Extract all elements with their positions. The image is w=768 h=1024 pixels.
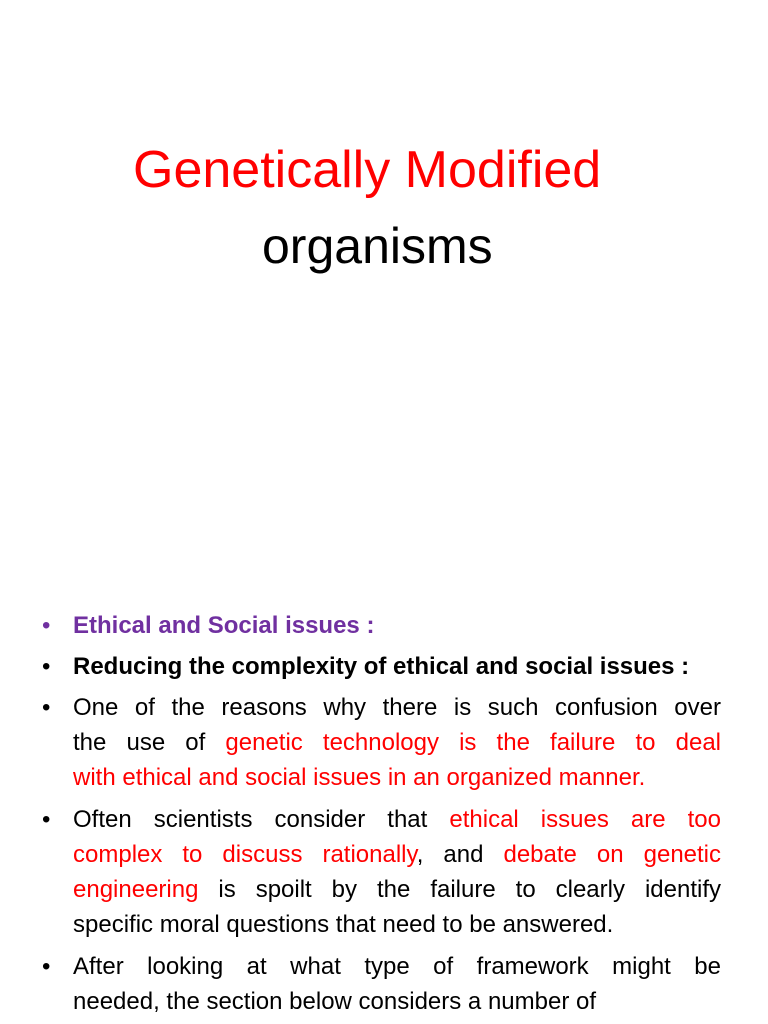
bullet-heading: Ethical and Social issues : (73, 612, 375, 639)
text-line (73, 690, 721, 725)
text-line (73, 837, 721, 872)
bullet-subheading: Reducing the complexity of ethical and social issues : (73, 653, 690, 680)
text-run: After looking at what type of framework might be (73, 953, 721, 980)
text-line (73, 725, 721, 760)
highlight-run: with ethical and social issues in an organized manner. (73, 764, 646, 791)
bullet-paragraph (73, 690, 721, 795)
text-run: specific moral questions that need to be answered. (73, 911, 614, 938)
highlight-run: engineering (73, 876, 199, 903)
title-line-organisms: organisms (262, 218, 493, 274)
highlight-run: ethical issues are too (449, 806, 721, 833)
bullet-icon: • (42, 953, 51, 980)
text-run: is spoilt by the failure to clearly identify (198, 876, 721, 903)
text-line (73, 802, 721, 837)
text-run: the use of (73, 729, 226, 756)
title-line-genetically-modified: Genetically Modified (133, 141, 602, 199)
bullet-icon: • (42, 806, 51, 833)
text-line (73, 760, 721, 795)
highlight-run: complex to discuss rationally (73, 841, 417, 868)
text-run: One of the reasons why there is such confusion over (73, 694, 721, 721)
text-line (73, 872, 721, 907)
text-line (73, 907, 721, 942)
text-run: needed, the section below considers a number of (73, 988, 596, 1015)
text-run: Often scientists consider that (73, 806, 450, 833)
highlight-run: debate on genetic (503, 841, 722, 868)
highlight-run: genetic technology is the failure to deal (225, 729, 721, 756)
text-line (73, 949, 721, 984)
bullet-icon: • (42, 694, 51, 721)
bullet-icon: • (42, 612, 51, 639)
text-line (73, 984, 721, 1019)
text-run: , and (416, 841, 504, 868)
bullet-paragraph (73, 949, 721, 1019)
bullet-icon: • (42, 653, 51, 680)
bullet-paragraph (73, 802, 721, 942)
